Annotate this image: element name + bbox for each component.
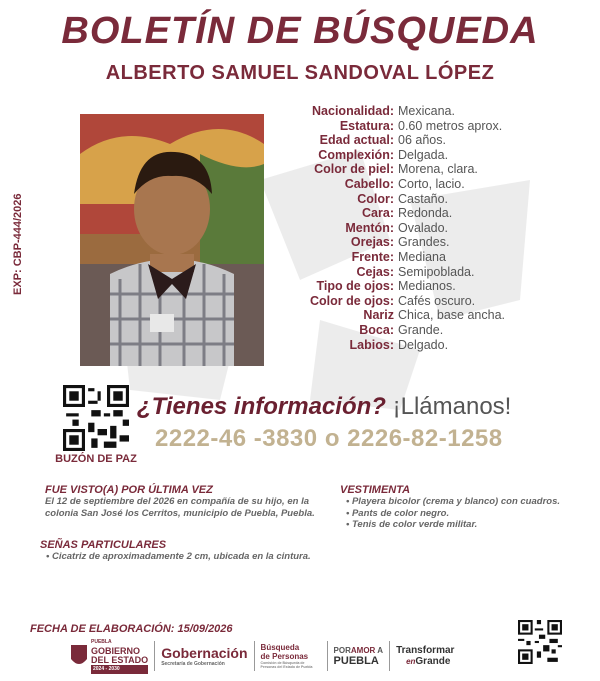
- phone-2[interactable]: 2226-82-1258: [347, 425, 503, 452]
- busqueda-sub: Comisión de Búsqueda de Personas del Estado de Puebla: [260, 661, 313, 669]
- call-text: ¡Llámanos!: [392, 393, 512, 420]
- detail-label: Color:: [357, 191, 394, 206]
- person-photo: [80, 114, 264, 366]
- detail-label: Estatura:: [339, 118, 394, 133]
- detail-row: [270, 308, 590, 323]
- logo-por-amor: [334, 645, 384, 667]
- detail-row: [270, 235, 590, 250]
- detail-label: Tipo de ojos:: [316, 279, 394, 294]
- grande-text: Grande: [415, 656, 451, 667]
- phone-1[interactable]: 2222-46 -3830: [155, 425, 318, 452]
- detail-value: Medianos.: [398, 279, 456, 294]
- detail-row: [270, 162, 590, 177]
- detail-label: Orejas:: [350, 235, 394, 250]
- gob-line1: GOBIERNO: [91, 646, 141, 656]
- logo-busqueda: [261, 643, 321, 669]
- detail-value: Delgado.: [398, 337, 449, 352]
- detail-value: Grandes.: [398, 235, 450, 250]
- detail-value: Corto, lacio.: [398, 176, 465, 191]
- detail-value: Chica, base ancha.: [398, 308, 506, 323]
- detail-value: Mexicana.: [398, 104, 455, 118]
- detail-row: [270, 104, 590, 119]
- logo-gobernacion: [161, 645, 247, 667]
- gob-line2: DEL ESTADO: [91, 655, 149, 665]
- detail-value: Ovalado.: [398, 220, 449, 235]
- detail-label: Cejas:: [356, 264, 394, 279]
- detail-label: Mentón:: [345, 220, 394, 235]
- detail-row: [270, 177, 590, 192]
- por-text: POR: [333, 646, 351, 655]
- detail-row: [270, 279, 590, 294]
- elaboration-date: FECHA DE ELABORACIÓN: 15/09/2026: [30, 623, 233, 635]
- a-text: A: [377, 646, 384, 655]
- logo-gobierno-estado: [70, 638, 148, 674]
- clothing-list: [340, 496, 560, 531]
- detail-value: Delgada.: [398, 147, 449, 162]
- detail-row: [270, 119, 590, 134]
- detail-value: 0.60 metros aprox.: [398, 118, 503, 133]
- divider: [254, 641, 255, 671]
- detail-label: Cabello:: [344, 176, 394, 191]
- page-title: BOLETÍN DE BÚSQUEDA: [61, 10, 539, 52]
- gobernacion-title: Gobernación: [161, 645, 248, 661]
- divider: [327, 641, 328, 671]
- phone-or: o: [324, 425, 340, 452]
- person-name: ALBERTO SAMUEL SANDOVAL LÓPEZ: [105, 62, 495, 84]
- detail-row: [270, 133, 590, 148]
- detail-label: Edad actual:: [319, 133, 394, 148]
- detail-row: [270, 323, 590, 338]
- detail-value: Morena, clara.: [398, 162, 478, 177]
- list-item: • Pants de color negro.: [346, 508, 560, 520]
- shield-icon: [70, 643, 88, 669]
- detail-value: Mediana: [398, 249, 446, 264]
- divider: [389, 641, 390, 671]
- question-text: ¿Tienes información?: [137, 393, 386, 420]
- detail-label: Frente:: [351, 249, 394, 264]
- last-seen-heading: FUE VISTO(A) POR ÚLTIMA VEZ: [45, 484, 213, 496]
- details-list: [270, 104, 590, 352]
- detail-value: 06 años.: [398, 133, 446, 148]
- detail-row: [270, 206, 590, 221]
- marks-list: [40, 551, 400, 563]
- detail-label: Boca:: [359, 322, 394, 337]
- logo-transformar: [396, 645, 454, 667]
- detail-value: Semipoblada.: [398, 264, 475, 279]
- detail-row: [270, 250, 590, 265]
- gob-years: 2024 - 2030: [91, 665, 148, 674]
- amor-text: AMOR: [350, 646, 376, 655]
- qr-code-footer[interactable]: [518, 620, 562, 664]
- detail-value: Grande.: [398, 322, 444, 337]
- detail-label: Labios:: [349, 337, 394, 352]
- detail-row: [270, 265, 590, 280]
- divider: [154, 641, 155, 671]
- gob-small: PUEBLA: [91, 639, 112, 645]
- detail-label: Color de piel:: [314, 162, 394, 177]
- marks-section: [40, 539, 400, 563]
- en-text: en: [406, 657, 416, 666]
- phone-numbers: [155, 425, 595, 453]
- marks-heading: SEÑAS PARTICULARES: [40, 539, 167, 551]
- detail-row: [270, 294, 590, 309]
- detail-row: [270, 221, 590, 236]
- contact-question: [137, 393, 597, 421]
- buzon-label: BUZÓN DE PAZ: [55, 453, 137, 465]
- last-seen-text: El 12 de septiembre del 2026 en compañía de su hijo, en la colonia San José los Cerritos, municipio de Puebla, Puebla.: [45, 496, 315, 519]
- list-item: • Tenis de color verde militar.: [346, 519, 560, 531]
- clothing-heading: VESTIMENTA: [340, 484, 411, 496]
- detail-label: Complexión:: [318, 147, 394, 162]
- puebla-text: PUEBLA: [333, 655, 379, 667]
- transformar-text: Transformar: [396, 645, 455, 656]
- detail-label: Nariz: [363, 308, 394, 323]
- clothing-section: [340, 484, 560, 531]
- busqueda-line2: de Personas: [260, 652, 309, 661]
- detail-value: Cafés oscuro.: [398, 293, 476, 308]
- detail-value: Castaño.: [398, 191, 449, 206]
- last-seen-section: [45, 484, 315, 519]
- detail-row: [270, 338, 590, 353]
- expedient-number: EXP: CBP-444/2026: [12, 193, 24, 295]
- detail-row: [270, 192, 590, 207]
- detail-value: Redonda.: [398, 206, 453, 221]
- detail-row: [270, 148, 590, 163]
- busqueda-line1: Búsqueda: [260, 643, 300, 652]
- qr-code-buzon[interactable]: [63, 385, 129, 451]
- gobernacion-sub: Secretaría de Gobernación: [161, 661, 225, 667]
- list-item: • Playera bicolor (crema y blanco) con cuadros.: [346, 496, 560, 508]
- list-item: • Cicatriz de aproximadamente 2 cm, ubicada en la cintura.: [46, 551, 400, 563]
- detail-label: Color de ojos:: [309, 293, 394, 308]
- footer-logos: [70, 638, 454, 674]
- detail-label: Cara:: [362, 206, 394, 221]
- detail-label: Nacionalidad:: [312, 104, 394, 118]
